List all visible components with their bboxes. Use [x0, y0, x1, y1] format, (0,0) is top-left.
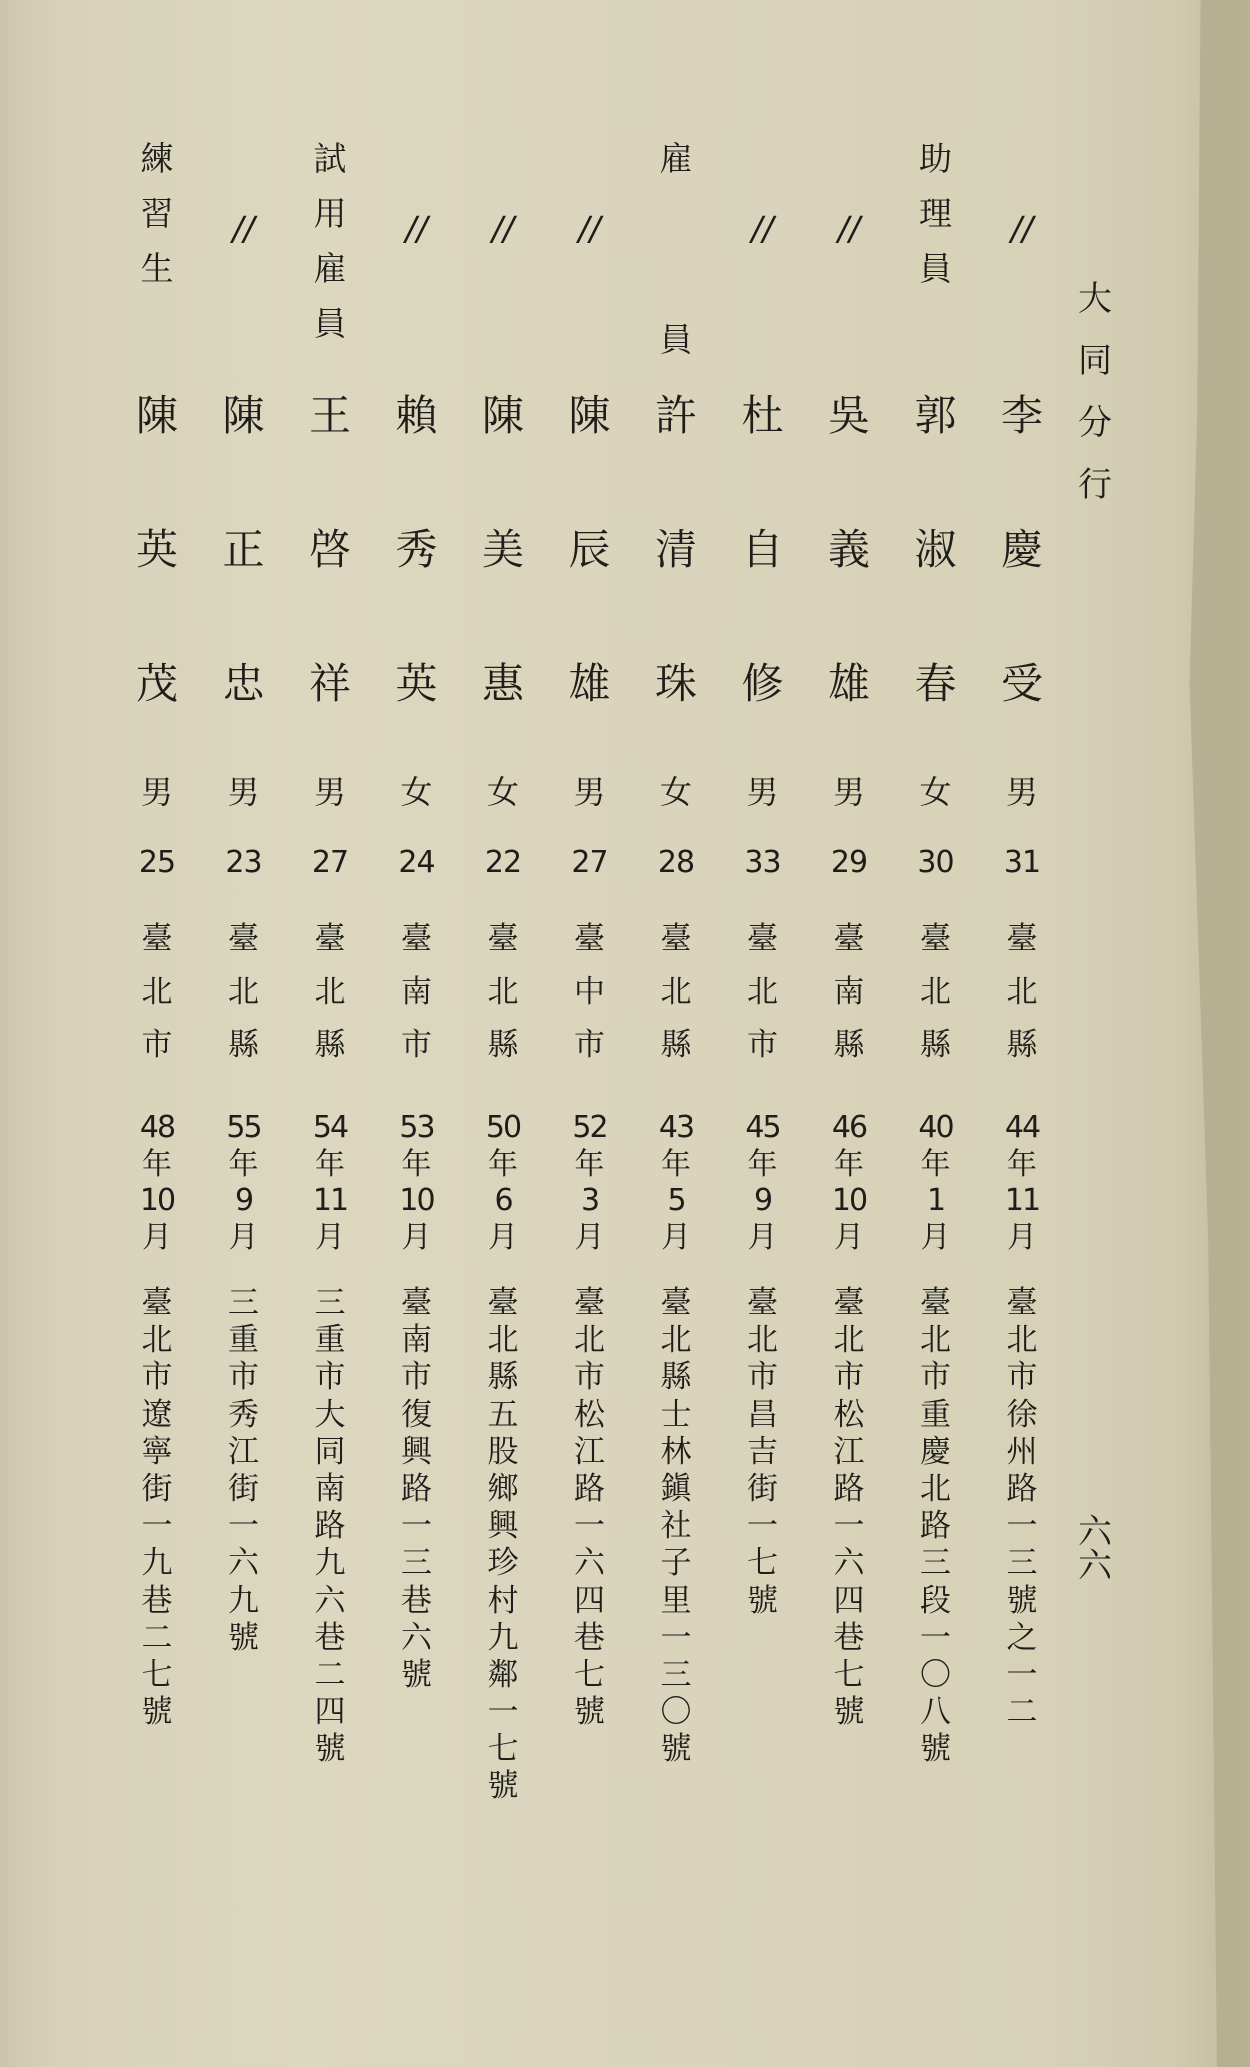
record-sex: 女	[486, 773, 519, 811]
record-age: 22	[484, 845, 522, 880]
record-age: 28	[657, 845, 695, 880]
record-native-place: 臺 北 縣	[1006, 921, 1038, 1063]
record-date: 46 年 10 月	[831, 1110, 867, 1255]
record-role: //	[578, 209, 601, 248]
record-age: 33	[744, 845, 781, 880]
record-role: //	[232, 209, 255, 248]
page-number: 六 六	[1078, 1512, 1112, 1586]
record-date: 55 年 9 月	[226, 1110, 261, 1255]
record-address: 臺 北 縣 士 林 鎭 社 子 里 一 三 〇 號	[660, 1285, 692, 1768]
record-role: 試 用 雇 員	[313, 139, 347, 343]
record-name: 許 清 珠	[654, 391, 697, 708]
record-native-place: 臺 北 縣	[228, 921, 259, 1063]
page-edge-shadow	[1140, 0, 1250, 2067]
record-role: 練 習 生	[140, 139, 174, 288]
record-name: 杜 自 修	[741, 391, 784, 708]
record-date: 50 年 6 月	[485, 1110, 521, 1255]
record-name: 王 啓 祥	[308, 391, 351, 708]
record-address: 臺 北 市 松 江 路 一 六 四 巷 七 號	[833, 1285, 865, 1731]
record-name: 陳 美 惠	[481, 391, 524, 708]
record-sex: 男	[313, 773, 346, 811]
record-date: 48 年 10 月	[139, 1110, 175, 1255]
record-address: 臺 北 市 徐 州 路 一 三 號 之 一 二	[1006, 1285, 1038, 1731]
record-name: 吳 義 雄	[827, 391, 870, 708]
record-sex: 女	[400, 773, 433, 811]
record-native-place: 臺 南 縣	[833, 921, 865, 1063]
record-age: 23	[225, 845, 262, 880]
record-address: 三 重 市 秀 江 街 一 六 九 號	[228, 1285, 259, 1656]
record-address: 臺 北 市 松 江 路 一 六 四 巷 七 號	[574, 1285, 605, 1731]
record-sex: 男	[832, 773, 865, 811]
record-sex: 女	[659, 773, 692, 811]
record-name: 陳 辰 雄	[568, 391, 611, 708]
record-date: 44 年 11 月	[1004, 1110, 1040, 1255]
record-age: 30	[917, 845, 954, 880]
record-native-place: 臺 中 市	[574, 921, 605, 1063]
record-date: 52 年 3 月	[572, 1110, 607, 1255]
record-role: //	[405, 209, 428, 248]
record-sex: 男	[1005, 773, 1038, 811]
record-address: 三 重 市 大 同 南 路 九 六 巷 二 四 號	[314, 1285, 346, 1768]
record-age: 31	[1003, 845, 1041, 880]
record-address: 臺 北 市 昌 吉 街 一 七 號	[747, 1285, 778, 1619]
record-role: 雇 員	[659, 139, 693, 359]
record-date: 40 年 1 月	[918, 1110, 953, 1255]
record-name: 陳 英 茂	[135, 391, 178, 708]
record-role: //	[491, 209, 515, 248]
record-date: 54 年 11 月	[312, 1110, 348, 1255]
record-address: 臺 北 市 遼 寧 街 一 九 巷 二 七 號	[141, 1285, 173, 1731]
record-native-place: 臺 北 市	[747, 921, 778, 1063]
record-native-place: 臺 北 縣	[660, 921, 692, 1063]
record-age: 27	[571, 845, 608, 880]
record-role: //	[1010, 209, 1034, 248]
record-name: 陳 正 忠	[222, 391, 265, 708]
record-age: 29	[830, 845, 868, 880]
record-role: 助 理 員	[919, 139, 952, 288]
record-role: //	[837, 209, 861, 248]
record-name: 賴 秀 英	[395, 391, 438, 708]
record-native-place: 臺 北 市	[141, 921, 173, 1063]
record-native-place: 臺 北 縣	[487, 921, 519, 1063]
record-sex: 男	[573, 773, 606, 811]
record-date: 53 年 10 月	[399, 1110, 434, 1255]
record-native-place: 臺 北 縣	[920, 921, 951, 1063]
record-native-place: 臺 北 縣	[314, 921, 346, 1063]
record-role: //	[751, 209, 774, 248]
record-sex: 男	[227, 773, 260, 811]
record-age: 27	[311, 845, 349, 880]
record-address: 臺 北 縣 五 股 鄉 興 珍 村 九 鄰 一 七 號	[487, 1285, 519, 1805]
record-name: 郭 淑 春	[914, 391, 957, 708]
record-sex: 男	[140, 773, 173, 811]
record-date: 45 年 9 月	[745, 1110, 780, 1255]
record-native-place: 臺 南 市	[401, 921, 432, 1063]
record-address: 臺 南 市 復 興 路 一 三 巷 六 號	[401, 1285, 432, 1693]
record-name: 李 慶 受	[1000, 391, 1043, 708]
record-date: 43 年 5 月	[658, 1110, 694, 1255]
record-sex: 男	[746, 773, 779, 811]
record-age: 24	[398, 845, 435, 880]
branch-title: 大 同 分 行	[1078, 279, 1112, 505]
record-sex: 女	[919, 773, 952, 811]
record-age: 25	[138, 845, 176, 880]
record-address: 臺 北 市 重 慶 北 路 三 段 一 〇 八 號	[920, 1285, 951, 1768]
